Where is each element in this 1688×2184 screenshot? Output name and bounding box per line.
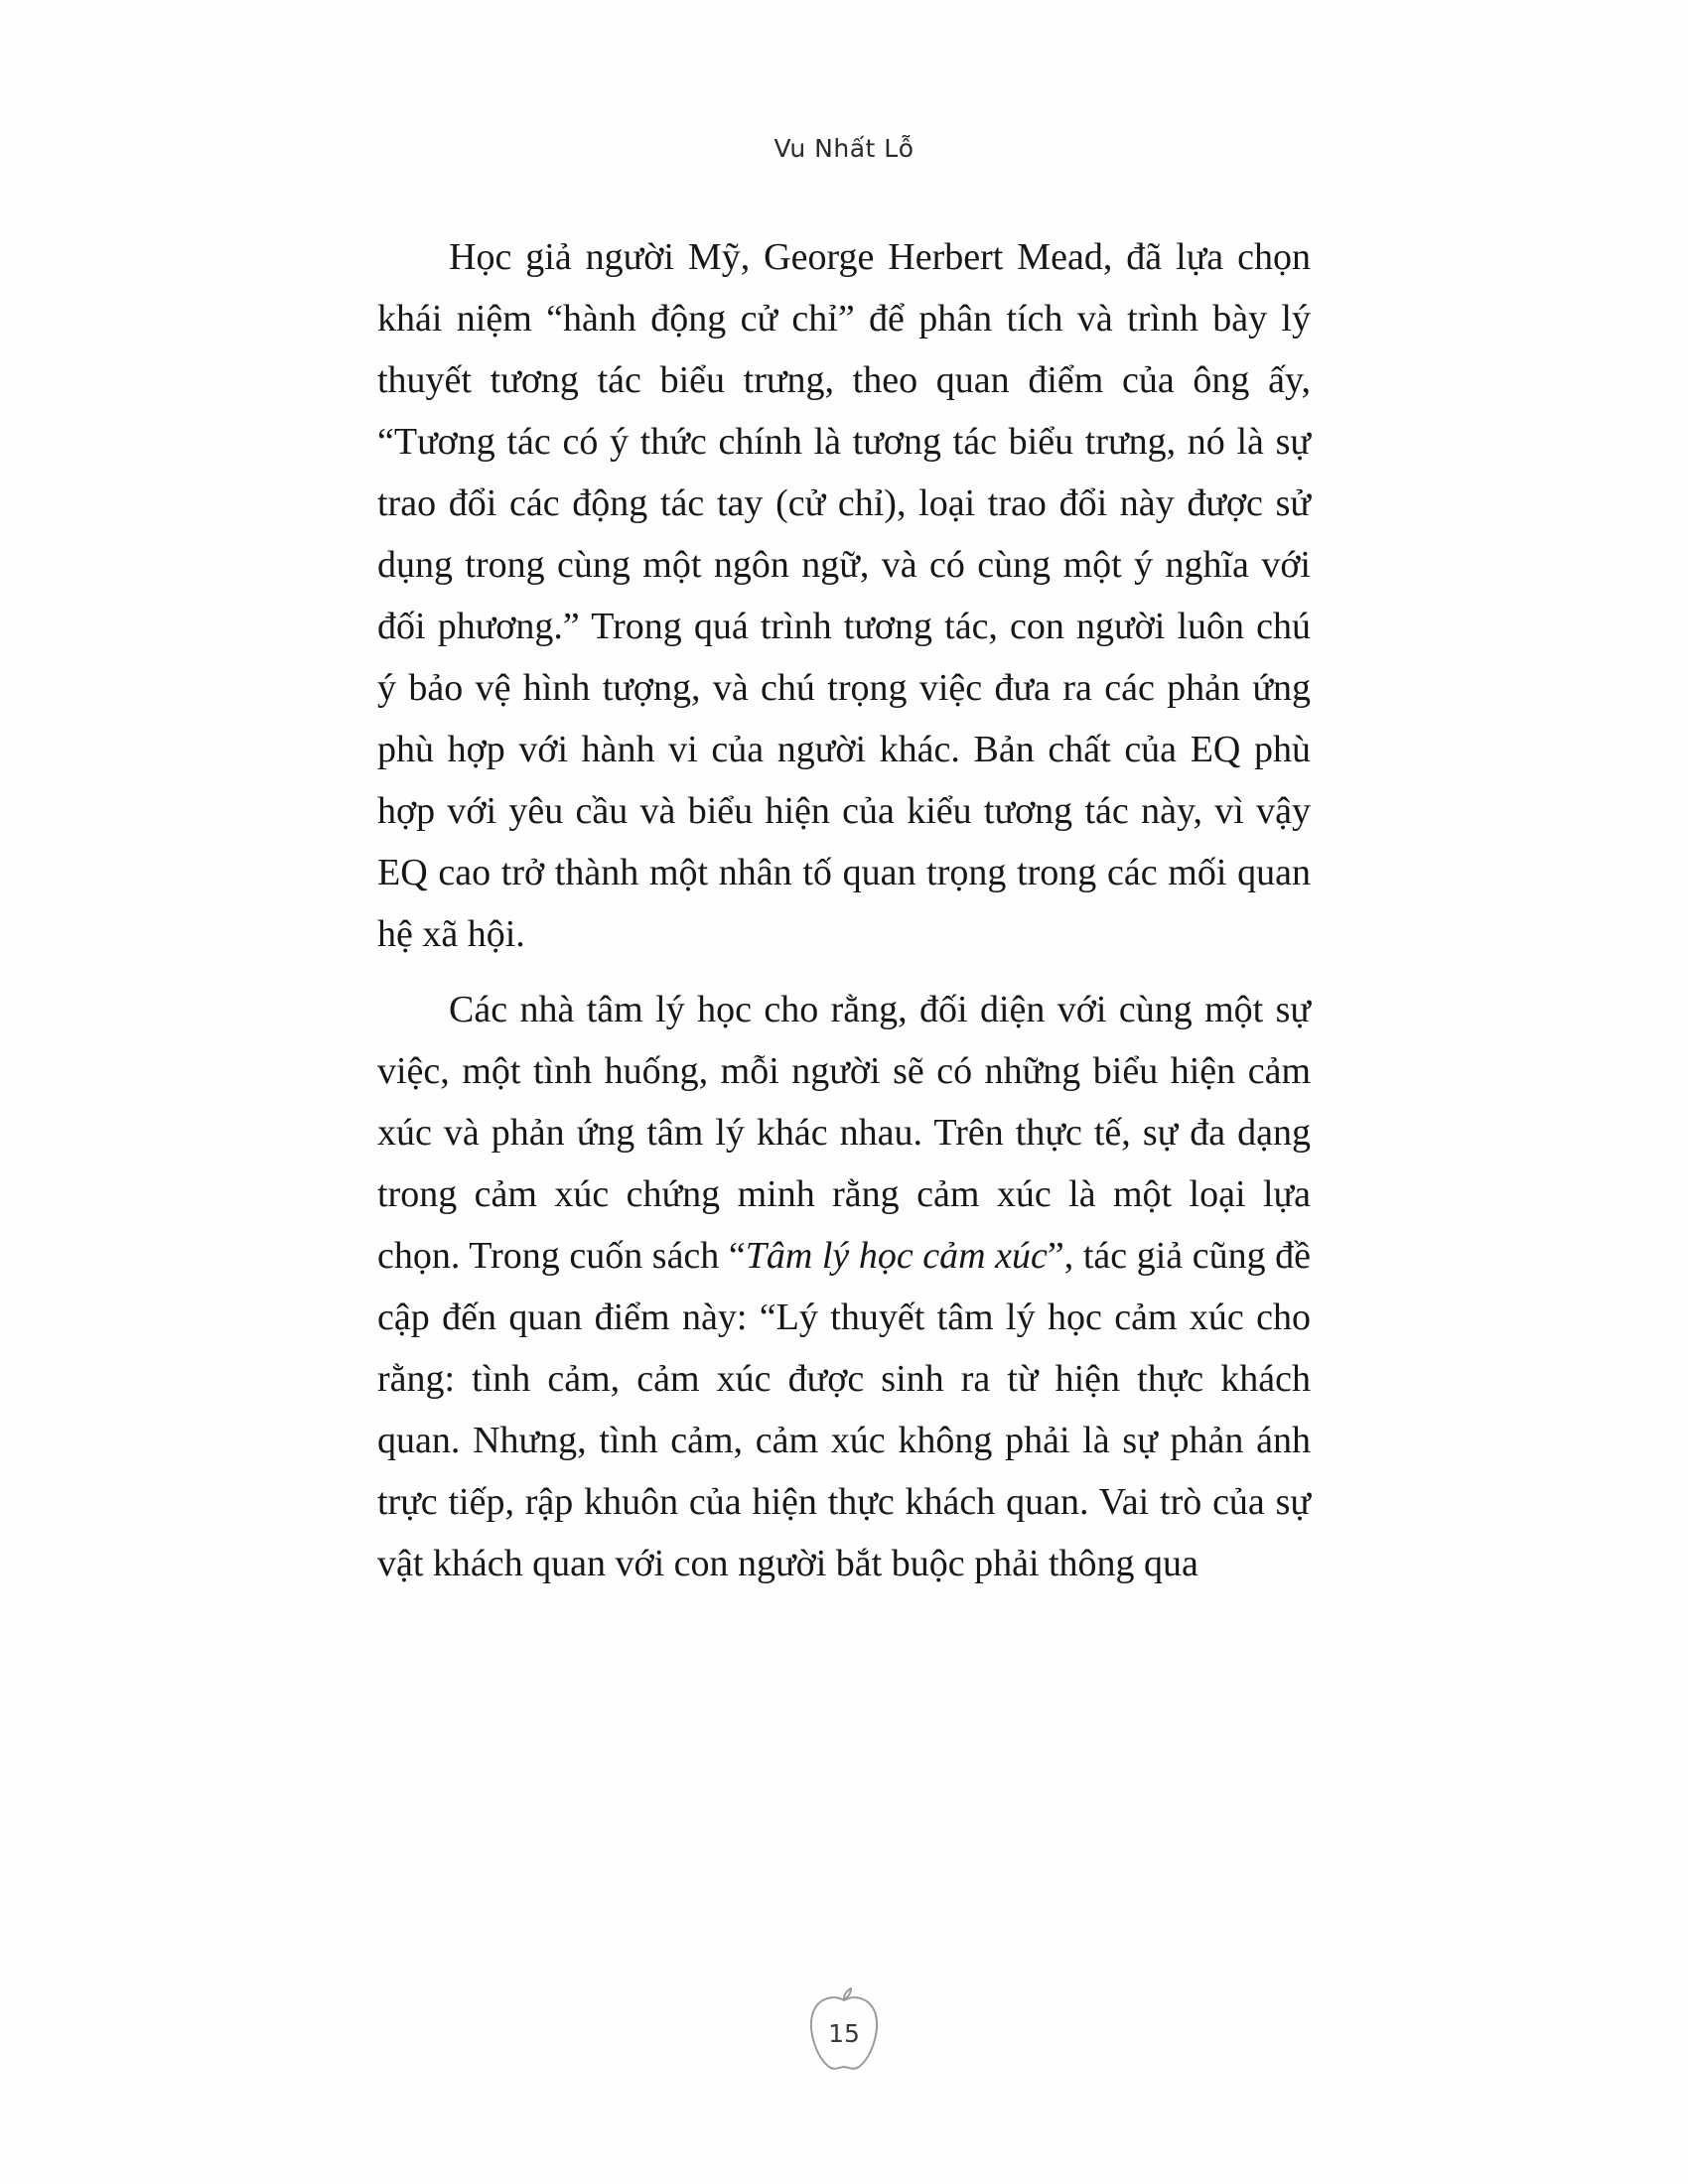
paragraph-2: [377, 979, 1311, 1594]
page-number: 15: [828, 2018, 860, 2048]
paragraph-2-lead: Các nhà tâm lý học cho rằng, đối diện với cùng một sự việc, một tình huống, mỗi người sẽ có những biểu hiện cảm xúc và phản ứng tâm lý khác nhau. Trên thực tế, sự đa dạng trong cảm xúc chứng minh rằng cảm xúc là một loại lựa chọn. Trong cuốn sách “: [377, 989, 1311, 1277]
page-footer: [0, 1987, 1688, 2073]
apple-outline-icon: [796, 1987, 892, 2073]
running-head-author: Vu Nhất Lỗ: [774, 134, 914, 163]
page-body: [377, 226, 1311, 1594]
paragraph-2-tail: ”, tác giả cũng đề cập đến quan điểm này: “Lý thuyết tâm lý học cảm xúc cho rằng: tình cảm, cảm xúc được sinh ra từ hiện thực khách quan. Nhưng, tình cảm, cảm xúc không phải là sự phản ánh trực tiếp, rập khuôn của hiện thực khách quan. Vai trò của sự vật khách quan với con người bắt buộc phải thông qua: [377, 1235, 1311, 1584]
paragraph-1: Học giả người Mỹ, George Herbert Mead, đã lựa chọn khái niệm “hành động cử chỉ” để phân tích và trình bày lý thuyết tương tác biểu trưng, theo quan điểm của ông ấy, “Tương tác có ý thức chính là tương tác biểu trưng, nó là sự trao đổi các động tác tay (cử chỉ), loại trao đổi này được sử dụng trong cùng một ngôn ngữ, và có cùng một ý nghĩa với đối phương.” Trong quá trình tương tác, con người luôn chú ý bảo vệ hình tượng, và chú trọng việc đưa ra các phản ứng phù hợp với hành vi của người khác. Bản chất của EQ phù hợp với yêu cầu và biểu hiện của kiểu tương tác này, vì vậy EQ cao trở thành một nhân tố quan trọng trong các mối quan hệ xã hội.: [377, 236, 1311, 955]
book-title-citation: Tâm lý học cảm xúc: [745, 1235, 1048, 1277]
